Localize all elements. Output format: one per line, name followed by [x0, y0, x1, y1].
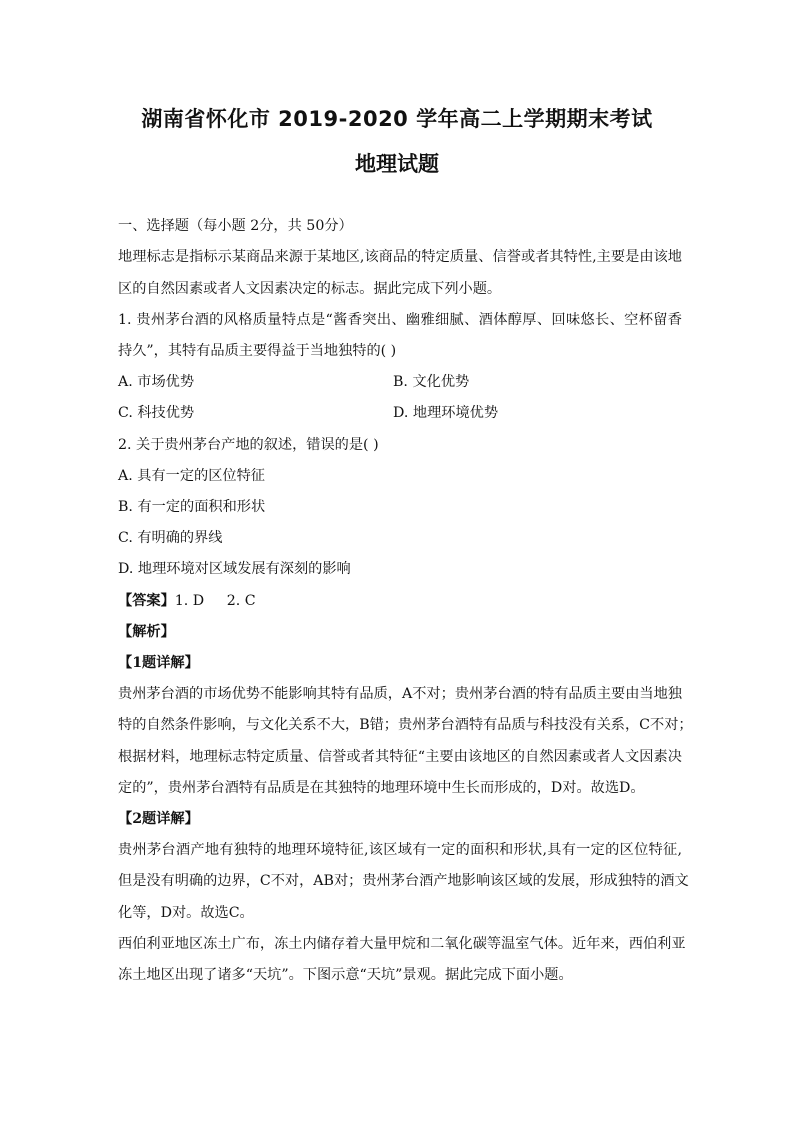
section-heading: 一、选择题（每小题 2分，共 50分）	[118, 218, 353, 234]
q1-option-d: D. 地理环境优势	[393, 405, 499, 421]
analysis-label: 【解析】	[118, 624, 175, 640]
q2-option-c: C. 有明确的界线	[118, 530, 223, 546]
q2-option-d: D. 地理环境对区域发展有深刻的影响	[118, 561, 351, 577]
q1-option-a: A. 市场优势	[118, 374, 195, 390]
passage1-line-1: 地理标志是指标示某商品来源于某地区,该商品的特定质量、信誉或者其特性,主要是由该地	[118, 249, 682, 265]
detail2-line-2: 但是没有明确的边界，C不对，AB对；贵州茅台酒产地影响该区域的发展，形成独特的酒文	[118, 873, 689, 889]
detail1-line-2: 特的自然条件影响，与文化关系不大，B错；贵州茅台酒特有品质与科技没有关系，C不对；	[118, 717, 693, 733]
q1-option-b: B. 文化优势	[393, 374, 470, 390]
detail1-label: 【1题详解】	[118, 655, 199, 671]
passage2-line-1: 西伯利亚地区冻土广布，冻土内储存着大量甲烷和二氧化碳等温室气体。近年来，西伯利亚	[118, 936, 686, 952]
answer-line	[118, 591, 682, 611]
passage1-line-2: 区的自然因素或者人文因素决定的标志。据此完成下列小题。	[118, 281, 502, 297]
document-title: 湖南省怀化市 2019-2020 学年高二上学期期末考试	[141, 107, 653, 131]
q2-option-a: A. 具有一定的区位特征	[118, 468, 265, 484]
detail2-label: 【2题详解】	[118, 811, 199, 827]
detail2-line-3: 化等，D对。故选C。	[118, 905, 254, 921]
q1-option-c: C. 科技优势	[118, 405, 195, 421]
detail1-line-3: 根据材料，地理标志特定质量、信誉或者其特征“主要由该地区的自然因素或者人文因素决	[118, 749, 682, 765]
answer-value: 1. D 2. C	[174, 593, 256, 609]
detail1-line-4: 定的”，贵州茅台酒特有品质是在其独特的地理环境中生长而形成的，D对。故选D。	[118, 780, 645, 796]
q1-stem-line-2: 持久”，其特有品质主要得益于当地独特的( )	[118, 343, 397, 359]
passage2-line-2: 冻土地区出现了诸多“天坑”。下图示意“天坑”景观。据此完成下面小题。	[118, 967, 573, 983]
detail2-line-1: 贵州茅台酒产地有独特的地理环境特征,该区域有一定的面积和形状,具有一定的区位特征,	[118, 842, 682, 858]
q2-stem: 2. 关于贵州茅台产地的叙述，错误的是( )	[118, 437, 379, 453]
document-subtitle: 地理试题	[355, 152, 439, 176]
q1-stem-line-1: 1. 贵州茅台酒的风格质量特点是“酱香突出、幽雅细腻、酒体醇厚、回味悠长、空杯留香	[118, 312, 682, 328]
detail1-line-1: 贵州茅台酒的市场优势不能影响其特有品质，A不对；贵州茅台酒的特有品质主要由当地独	[118, 686, 682, 702]
q2-option-b: B. 有一定的面积和形状	[118, 499, 266, 515]
answer-label: 【答案】	[118, 593, 175, 609]
